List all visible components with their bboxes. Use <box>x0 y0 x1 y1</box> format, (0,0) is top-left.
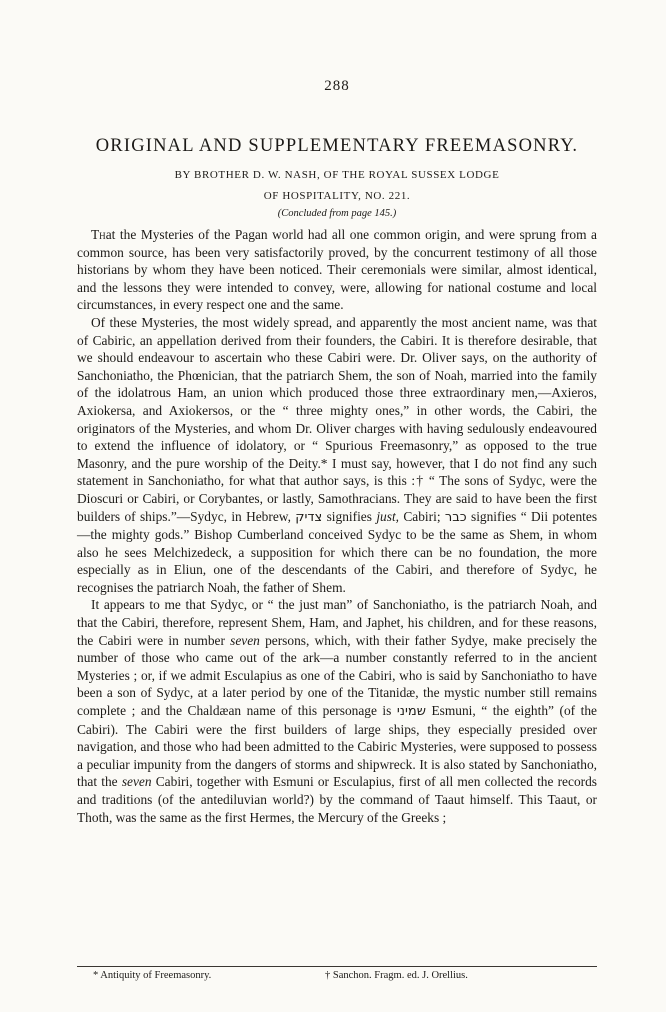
continuation-note: (Concluded from page 145.) <box>277 208 397 219</box>
hebrew-word-cabiri: כבר <box>444 509 467 525</box>
paragraph-2-text-c: Cabiri; <box>403 508 441 524</box>
paragraph-2 <box>77 314 597 597</box>
paragraph-1 <box>77 226 597 314</box>
paragraph-1-text: at the Mysteries of the Pagan world had all one common origin, and were sprung from a common source, has been very satisfactorily proved, by the concurrent testimony of all those historians by whom they have been noticed. Their ceremonials were similar, almost identical, and the lessons they were intended to convey, were, allowing for national costume and local circumstances, in every respect one and the same. <box>77 227 597 313</box>
paragraph-2-text-d: signifies “ Dii potentes—the mighty gods.” Bishop Cumberland conceived Sydyc to be the same as Shem, in whom also he sees Melchizedeck, a supposition for which there can be no foundation, the more especially as in Eliun, one of the descendants of the Cabiri, and therefore of Sydyc, he recognises the patriarch Noah, the father of Shem. <box>77 508 598 595</box>
byline-line-1: BY BROTHER D. W. NASH, OF THE ROYAL SUSSEX LODGE <box>174 169 500 181</box>
article-title: ORIGINAL AND SUPPLEMENTARY FREEMASONRY. <box>95 136 579 156</box>
footnote-1: * Antiquity of Freemasonry. <box>93 970 212 981</box>
italic-just: just, <box>376 508 400 524</box>
italic-seven: seven <box>230 632 260 648</box>
paragraph-2-text-a: Of these Mysteries, the most widely spread, and apparently the most ancient name, was that of Cabiric, an appellation derived from their founders, the Cabiri. It is therefore desirable, that we should endeavour to ascertain who these Cabiri were. Dr. Oliver says, on the authority of Sanchoniatho, the Phœnician, that the patriarch Shem, the son of Noah, married into the family of the idolatrous Ham, an union which produced those three extraordinary men,—Axieros, Axiokersa, and Axiokersos, or the “ three mighty ones,” in other words, the Cabiri, the originators of the Mysteries, and whom Dr. Oliver charges with having sedulously endeavoured to extend the influence of idolatory, or “ Spurious Freemasonry,” as opposed to the true Masonry, and the pure worship of the Deity.* I must say, however, that I do not find any such statement in Sanchoniatho, for what that author says, is this :† “ The sons of Sydyc, were the Dioscuri or Cabiri, or Corybantes, or lastly, Samothracians. They are said to have been the first builders of ships.”—Sydyc, in Hebrew, <box>77 314 597 524</box>
footnote-rule <box>77 966 597 967</box>
footnote-2: † Sanchon. Fragm. ed. J. Orellius. <box>325 970 468 981</box>
paragraph-3-text-d: Cabiri, together with Esmuni or Esculapius, first of all men collected the records and traditions (of the antediluvian world?) by the command of Taaut himself. This Taaut, or Thoth, was the same as the first Hermes, the Mercury of the Greeks ; <box>77 774 598 825</box>
paragraph-3-text-c: Esmuni, “ the eighth” (of the Cabiri). The Cabiri were the first builders of large ships, they especially presided over navigation, and those who had been admitted to the Cabiric Mysteries, were supposed to possess a peculiar impunity from the dangers of storms and shipwreck. It is also stated by Sanchoniatho, that the <box>77 703 597 790</box>
byline <box>77 165 597 207</box>
paragraph-3 <box>77 596 597 826</box>
article-body <box>77 226 597 826</box>
hebrew-word-esmuni: שמיני <box>396 704 426 720</box>
byline-line-2: OF HOSPITALITY, NO. 221. <box>263 190 411 202</box>
paragraph-3-text-b: persons, which, with their father Sydye, make precisely the number of those who came out of the ark—a number constantly referred to in the ancient Mysteries ; or, if we admit Esculapius as one of the Cabiri, who is said by Sanchoniatho to have been a son of Sydyc, at a later period by one of the Titanidæ, the mystic number still remains complete ; and the Chaldæan name of this personage is <box>77 632 597 719</box>
paragraph-2-text-b: signifies <box>326 508 372 524</box>
hebrew-word-sydyc: צדיק <box>295 509 323 525</box>
page-number: 288 <box>324 78 350 94</box>
drop-cap: Th <box>91 227 106 242</box>
italic-seven-2: seven <box>121 774 152 790</box>
paragraph-3-text-a: It appears to me that Sydyc, or “ the just man” of Sanchoniatho, is the patriarch Noah, and that the Cabiri, therefore, represent Shem, Ham, and Japhet, his children, and for these reasons, the Cabiri were in number <box>77 597 597 648</box>
footnotes <box>93 970 593 981</box>
